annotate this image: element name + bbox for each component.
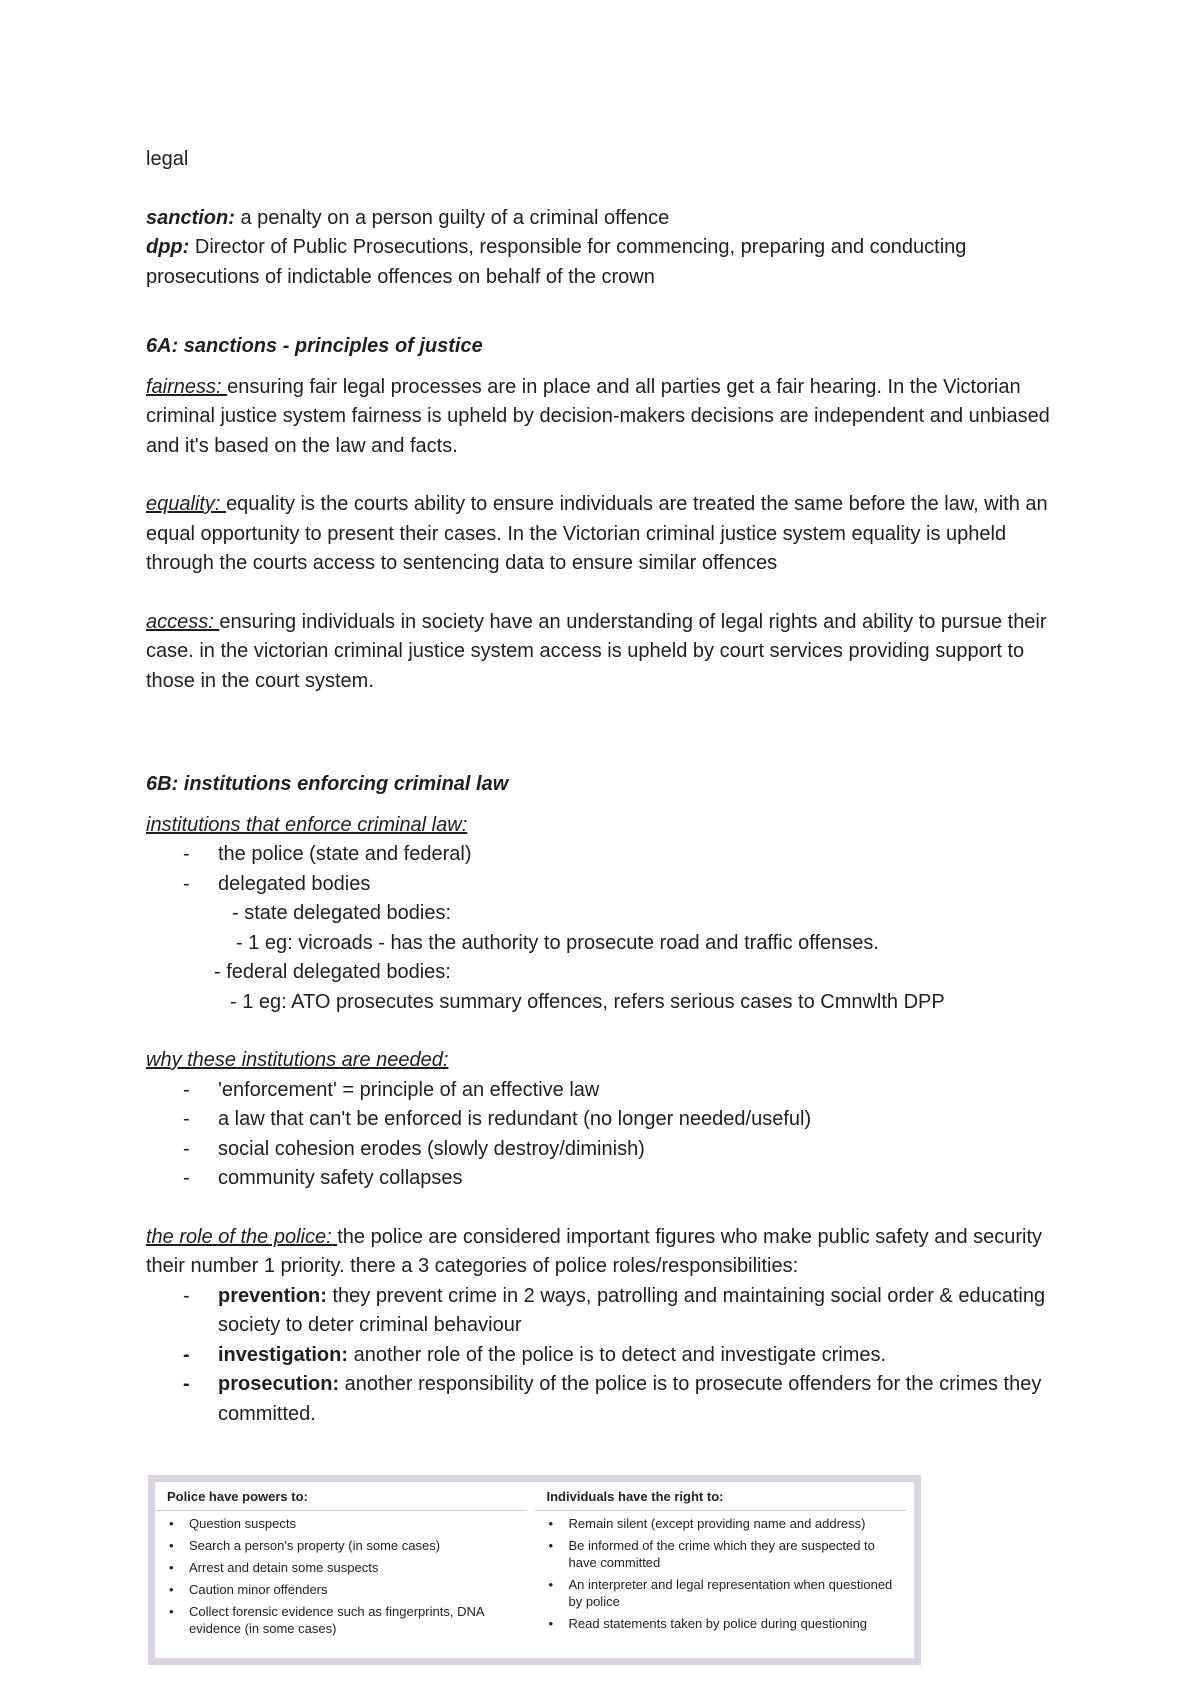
list-item: • Remain silent (except providing name and address) xyxy=(548,1516,866,1531)
dash-bullet: - xyxy=(183,1343,190,1366)
individual-rights-list xyxy=(547,1515,907,1632)
list-item: - community safety collapses xyxy=(146,1164,1076,1194)
definition-dpp xyxy=(146,233,1076,292)
police-role-text: the police are considered important figures who make public safety and security their number 1 priority. there a 3 categories of police roles/responsibilities: xyxy=(146,1225,1043,1277)
dash-bullet: - xyxy=(183,1108,190,1130)
list-item: - 'enforcement' = principle of an effective law xyxy=(146,1076,1076,1106)
list-item: • Read statements taken by police during questioning xyxy=(548,1616,867,1631)
individual-rights-column xyxy=(535,1482,915,1658)
dash-bullet: - xyxy=(183,872,190,895)
federal-delegated-label: - federal delegated bodies: xyxy=(214,961,451,983)
bullet-icon: • xyxy=(169,1538,174,1553)
list-item: - social cohesion erodes (slowly destroy/diminish) xyxy=(146,1135,1076,1165)
list-item xyxy=(146,1282,1076,1341)
table-inner xyxy=(155,1482,914,1658)
institutions-list xyxy=(146,840,1076,899)
state-delegated-example: - 1 eg: vicroads - has the authority to prosecute road and traffic offenses. xyxy=(236,931,879,954)
list-item: • Be informed of the crime which they are suspected to have committed xyxy=(548,1538,875,1570)
individual-rights-header: Individuals have the right to: xyxy=(535,1488,907,1511)
principle-text: ensuring fair legal processes are in place and all parties get a fair hearing. In the Victorian criminal justice system fairness is upheld by decision-makers decisions are independent and unbiased and it's based on the law and facts. xyxy=(146,375,1050,457)
role-text: another role of the police is to detect and investigate crimes. xyxy=(348,1343,887,1366)
police-powers-rights-table xyxy=(148,1475,921,1665)
definition-term: dpp: xyxy=(146,236,190,258)
federal-delegated-example: - 1 eg: ATO prosecutes summary offences, refers serious cases to Cmnwlth DPP xyxy=(230,990,945,1013)
police-role-label: the role of the police: xyxy=(146,1225,338,1248)
state-delegated-label: - state delegated bodies: xyxy=(232,902,452,924)
bullet-icon: • xyxy=(548,1516,554,1531)
principle-equality xyxy=(146,490,1076,579)
institutions-label: institutions that enforce criminal law: xyxy=(146,813,468,836)
dash-bullet: - xyxy=(183,1373,190,1395)
principle-text: ensuring individuals in society have an understanding of legal rights and ability to pursue their case. in the victorian criminal justice system access is upheld by court services providing support to those in the court system. xyxy=(146,610,1047,692)
bullet-icon: • xyxy=(169,1604,174,1619)
role-term: prevention: xyxy=(218,1284,327,1307)
list-item: - delegated bodies xyxy=(146,870,1076,900)
police-powers-column xyxy=(155,1482,535,1658)
why-needed-label: why these institutions are needed: xyxy=(146,1049,449,1071)
principle-term: fairness: xyxy=(146,375,228,398)
document-content xyxy=(146,145,1076,1429)
list-item: - the police (state and federal) xyxy=(146,840,1076,870)
list-item: • Arrest and detain some suspects xyxy=(169,1560,379,1575)
police-roles-list xyxy=(146,1282,1076,1430)
bullet-icon: • xyxy=(548,1538,554,1553)
dash-bullet: - xyxy=(183,1137,190,1160)
principle-text: equality is the courts ability to ensure individuals are treated the same before the law, with an equal opportunity to present their cases. In the Victorian criminal justice system equality is upheld through the courts access to sentencing data to ensure similar offences xyxy=(146,493,1048,574)
dash-bullet: - xyxy=(183,1284,190,1307)
definition-sanction xyxy=(146,204,1076,234)
principle-access xyxy=(146,608,1076,697)
bullet-icon: • xyxy=(548,1616,554,1631)
bullet-icon: • xyxy=(548,1577,554,1592)
role-text: they prevent crime in 2 ways, patrolling and maintaining social order & educating society to deter criminal behaviour xyxy=(218,1284,1046,1336)
police-role-paragraph xyxy=(146,1223,1076,1282)
list-item: • Search a person's property (in some cases) xyxy=(169,1538,441,1553)
definition-text: a penalty on a person guilty of a criminal offence xyxy=(234,206,670,229)
list-item: • Caution minor offenders xyxy=(169,1582,328,1597)
list-item: • Collect forensic evidence such as fingerprints, DNA evidence (in some cases) xyxy=(169,1604,484,1636)
principle-term: equality: xyxy=(146,493,227,515)
role-text: another responsibility of the police is to prosecute offenders for the crimes they committed. xyxy=(218,1373,1042,1425)
bullet-icon: • xyxy=(169,1516,174,1531)
definition-text: Director of Public Prosecutions, responsible for commencing, preparing and conducting prosecutions of indictable offences on behalf of the crown xyxy=(146,236,967,288)
section-6b-title: 6B: institutions enforcing criminal law xyxy=(146,773,509,795)
definition-term: sanction: xyxy=(146,206,235,229)
bullet-icon: • xyxy=(169,1560,174,1575)
police-powers-header: Police have powers to: xyxy=(155,1488,527,1511)
role-term: investigation: xyxy=(218,1343,349,1366)
dash-bullet: - xyxy=(183,1167,190,1189)
police-powers-list xyxy=(167,1515,527,1637)
list-item: • Question suspects xyxy=(169,1516,296,1531)
list-item xyxy=(146,1370,1076,1429)
principle-term: access: xyxy=(146,610,220,633)
intro-heading: legal xyxy=(146,148,189,170)
list-item: - a law that can't be enforced is redundant (no longer needed/useful) xyxy=(146,1105,1076,1135)
list-item: • An interpreter and legal representation when questioned by police xyxy=(548,1577,893,1609)
why-needed-list xyxy=(146,1076,1076,1194)
role-term: prosecution: xyxy=(218,1373,340,1395)
dash-bullet: - xyxy=(183,1078,190,1101)
list-item xyxy=(146,1341,1076,1371)
dash-bullet: - xyxy=(183,843,190,865)
bullet-icon: • xyxy=(169,1582,174,1597)
section-6a-title: 6A: sanctions - principles of justice xyxy=(146,335,483,357)
principle-fairness xyxy=(146,373,1076,462)
